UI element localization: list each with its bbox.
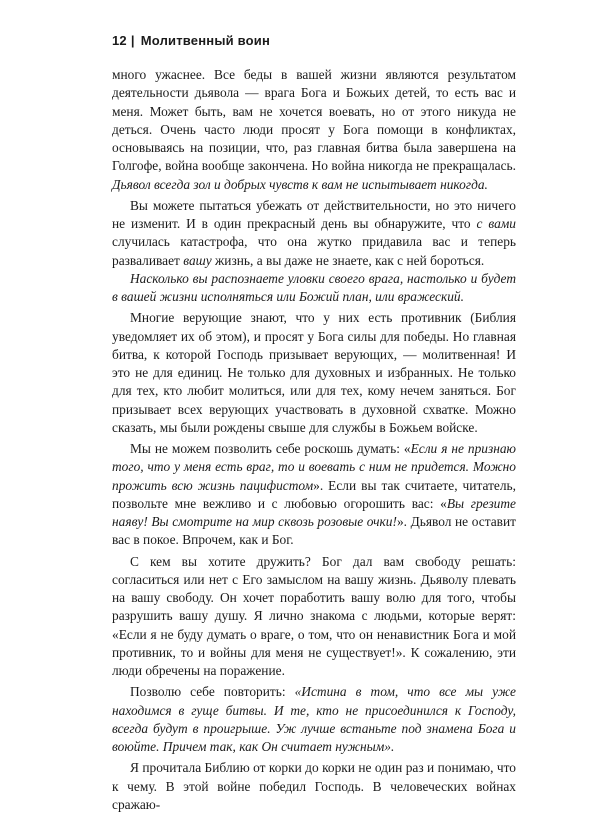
paragraph-3 <box>112 270 516 307</box>
text-run: Я прочитала Библию от корки до корки не один раз и понимаю, что к чему. В этой войне победил Господь. В человеческих войнах сражаю- <box>112 760 516 812</box>
text-run: Позволю себе повторить: <box>130 684 295 700</box>
text-run: много ужаснее. Все беды в вашей жизни являются результатом деятельности дьявола — врага Бога и Божьих детей, то есть вас и меня. Может быть, вам не хочется воевать, но от этого никуда не деться. Очень часто люди просят у Бога помощи в конфликтах, основываясь на позиции, что, раз главная битва была завершена на Голгофе, война вообще закончена. Но война никогда не прекращалась. <box>112 67 516 174</box>
paragraph-5 <box>112 440 516 550</box>
paragraph-4 <box>112 309 516 437</box>
text-run: Вы можете пытаться убежать от действительности, но это ничего не изменит. И в один прекрасный день вы обнаружите, что <box>112 197 516 231</box>
paragraph-2 <box>112 197 516 270</box>
paragraph-1 <box>112 66 516 194</box>
emphasis-run: Насколько вы распознаете уловки своего врага, настолько и будет в вашей жизни исполняться или Божий план, или вражеский. <box>112 270 516 304</box>
text-run: ». Если вы так считаете, читатель, позвольте мне вежливо и с любовью огорошить вас: « <box>112 477 517 511</box>
text-run: ». Дьявол не оставит вас в покое. Впрочем, как и Бог. <box>112 514 516 548</box>
header-separator: | <box>130 33 135 48</box>
emphasis-run: вашу <box>183 252 212 268</box>
text-run: Многие верующие знают, что у них есть противник (Библия уведомляет их об этом), и просят у Бога силы для победы. Но главная битва, к которой Господь призывает верующих, — молитвенная! И это не для единиц. Не только для духовных и избранных. Не только для тех, кто любит молиться, или для тех, кому нечем заняться. Бог призывает всех верующих участвовать в духовной схватке. Можно сказать, мы были рождены свыше для службы в Божьем войске. <box>112 310 516 435</box>
emphasis-run: «Истина в том, что все мы уже находимся в гуще битвы. И те, кто не присоединился к Господу, всегда будут в проигрыше. Уж лучше встаньте под знамена Бога и воюйте. Причем так, как Он считает нужным». <box>112 684 516 754</box>
emphasis-run: с вами <box>476 216 517 231</box>
paragraph-8 <box>112 759 516 814</box>
emphasis-run: Дьявол всегда зол и добрых чувств к вам не испытывает никогда. <box>112 176 488 192</box>
text-run: С кем вы хотите дружить? Бог дал вам свободу решать: согласиться или нет с Его замыслом на вашу жизнь. Дьяволу плевать на вашу свободу. Он хочет поработить вашу волю для того, чтобы разрушить вашу душу. Я лично знакома с людьми, которые верят: «Если я не буду думать о враге, о том, что он ненавистник Бога и мой противник, то и войны для меня не существует!». К сожалению, эти люди обречены на поражение. <box>112 553 516 678</box>
book-title: Молитвенный воин <box>140 33 271 48</box>
emphasis-run: Вы грезите наяву! Вы смотрите на мир сквозь розовые очки! <box>112 495 516 529</box>
paragraph-7 <box>112 683 516 756</box>
body-text <box>112 66 516 814</box>
page-number: 12 <box>112 33 127 48</box>
running-header <box>112 33 270 48</box>
text-run: Мы не можем позволить себе роскошь думать: « <box>130 441 411 456</box>
text-run: жизнь, а вы даже не знаете, как с ней бороться. <box>211 252 485 268</box>
text-run: случилась катастрофа, что она жутко придавила вас и теперь разваливает <box>112 234 516 268</box>
emphasis-run: Если я не признаю того, что у меня есть враг, то и воевать с ним не придется. Можно прожить всю жизнь пацифистом <box>112 441 516 493</box>
paragraph-6 <box>112 553 516 681</box>
